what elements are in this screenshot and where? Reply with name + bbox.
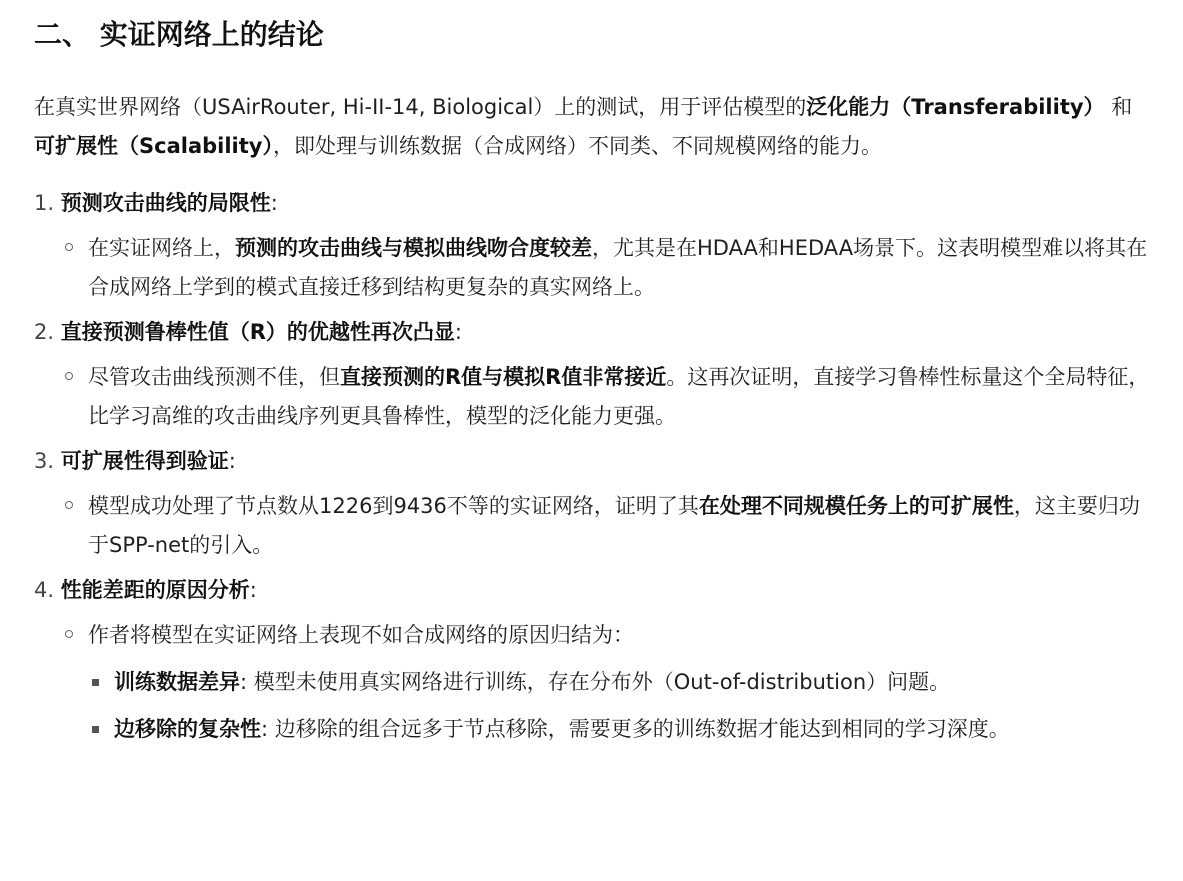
sub-text-2: ，尤其是在HDAA和HEDAA场景下。这表明模型难以将其在合成网络上学到的模式直接迁移到结构更复杂的真实网络上。 [88,236,1148,299]
item-colon: : [249,578,257,602]
sub-text-2: ，这主要归功于SPP-net的引入。 [88,494,1140,557]
sub-text-1: 尽管攻击曲线预测不佳，但 [88,365,340,389]
item-title: 可扩展性得到验证 [60,449,229,473]
item-title: 性能差距的原因分析 [60,578,250,602]
intro-text-2: 和 [1111,95,1133,119]
item-colon: : [454,320,462,344]
sub-list [34,358,1153,436]
sub-bold: 在处理不同规模任务上的可扩展性 [698,494,1014,518]
item-number: 2. [34,320,55,344]
nested-text: : 模型未使用真实网络进行训练，存在分布外（Out-of-distribution）问题。 [240,670,951,694]
intro-paragraph [34,88,1153,166]
sub-bold: 直接预测的R值与模拟R值非常接近 [340,365,667,389]
list-item [34,442,1153,565]
nested-item [88,663,1153,702]
item-title: 直接预测鲁棒性值（R）的优越性再次凸显 [60,320,455,344]
section-heading: 二、 实证网络上的结论 [34,18,324,51]
list-item [34,184,1153,307]
sub-bold: 预测的攻击曲线与模拟曲线吻合度较差 [235,236,592,260]
nested-bold: 训练数据差异 [114,670,240,694]
nested-bold: 边移除的复杂性 [114,717,261,741]
sub-item [62,487,1153,565]
intro-text-3: ，即处理与训练数据（合成网络）不同类、不同规模网络的能力。 [272,134,882,158]
item-number: 3. [34,449,55,473]
intro-bold-scalability: 可扩展性（Scalability） [34,134,273,158]
list-item [34,571,1153,749]
nested-list [88,663,1153,749]
sub-text-2: 。这再次证明，直接学习鲁棒性标量这个全局特征，比学习高维的攻击曲线序列更具鲁棒性，模型的泛化能力更强。 [88,365,1150,428]
sub-text: 作者将模型在实证网络上表现不如合成网络的原因归结为： [88,623,634,647]
sub-list [34,616,1153,749]
item-number: 4. [34,578,55,602]
sub-text-1: 模型成功处理了节点数从1226到9436不等的实证网络，证明了其 [88,494,699,518]
nested-item [88,710,1153,749]
intro-text-1: 在真实世界网络（USAirRouter, Hi-II-14, Biological）上的测试，用于评估模型的 [34,95,807,119]
sub-item [62,358,1153,436]
item-number: 1. [34,191,55,215]
item-colon: : [270,191,278,215]
sub-text-1: 在实证网络上， [88,236,235,260]
intro-bold-transferability: 泛化能力（Transferability） [806,95,1105,119]
sub-item [62,616,1153,749]
conclusion-list [34,184,1153,749]
sub-item [62,229,1153,307]
nested-text: : 边移除的组合远多于节点移除，需要更多的训练数据才能达到相同的学习深度。 [261,717,1010,741]
item-colon: : [228,449,236,473]
list-item [34,313,1153,436]
sub-list [34,487,1153,565]
item-title: 预测攻击曲线的局限性 [60,191,271,215]
sub-list [34,229,1153,307]
